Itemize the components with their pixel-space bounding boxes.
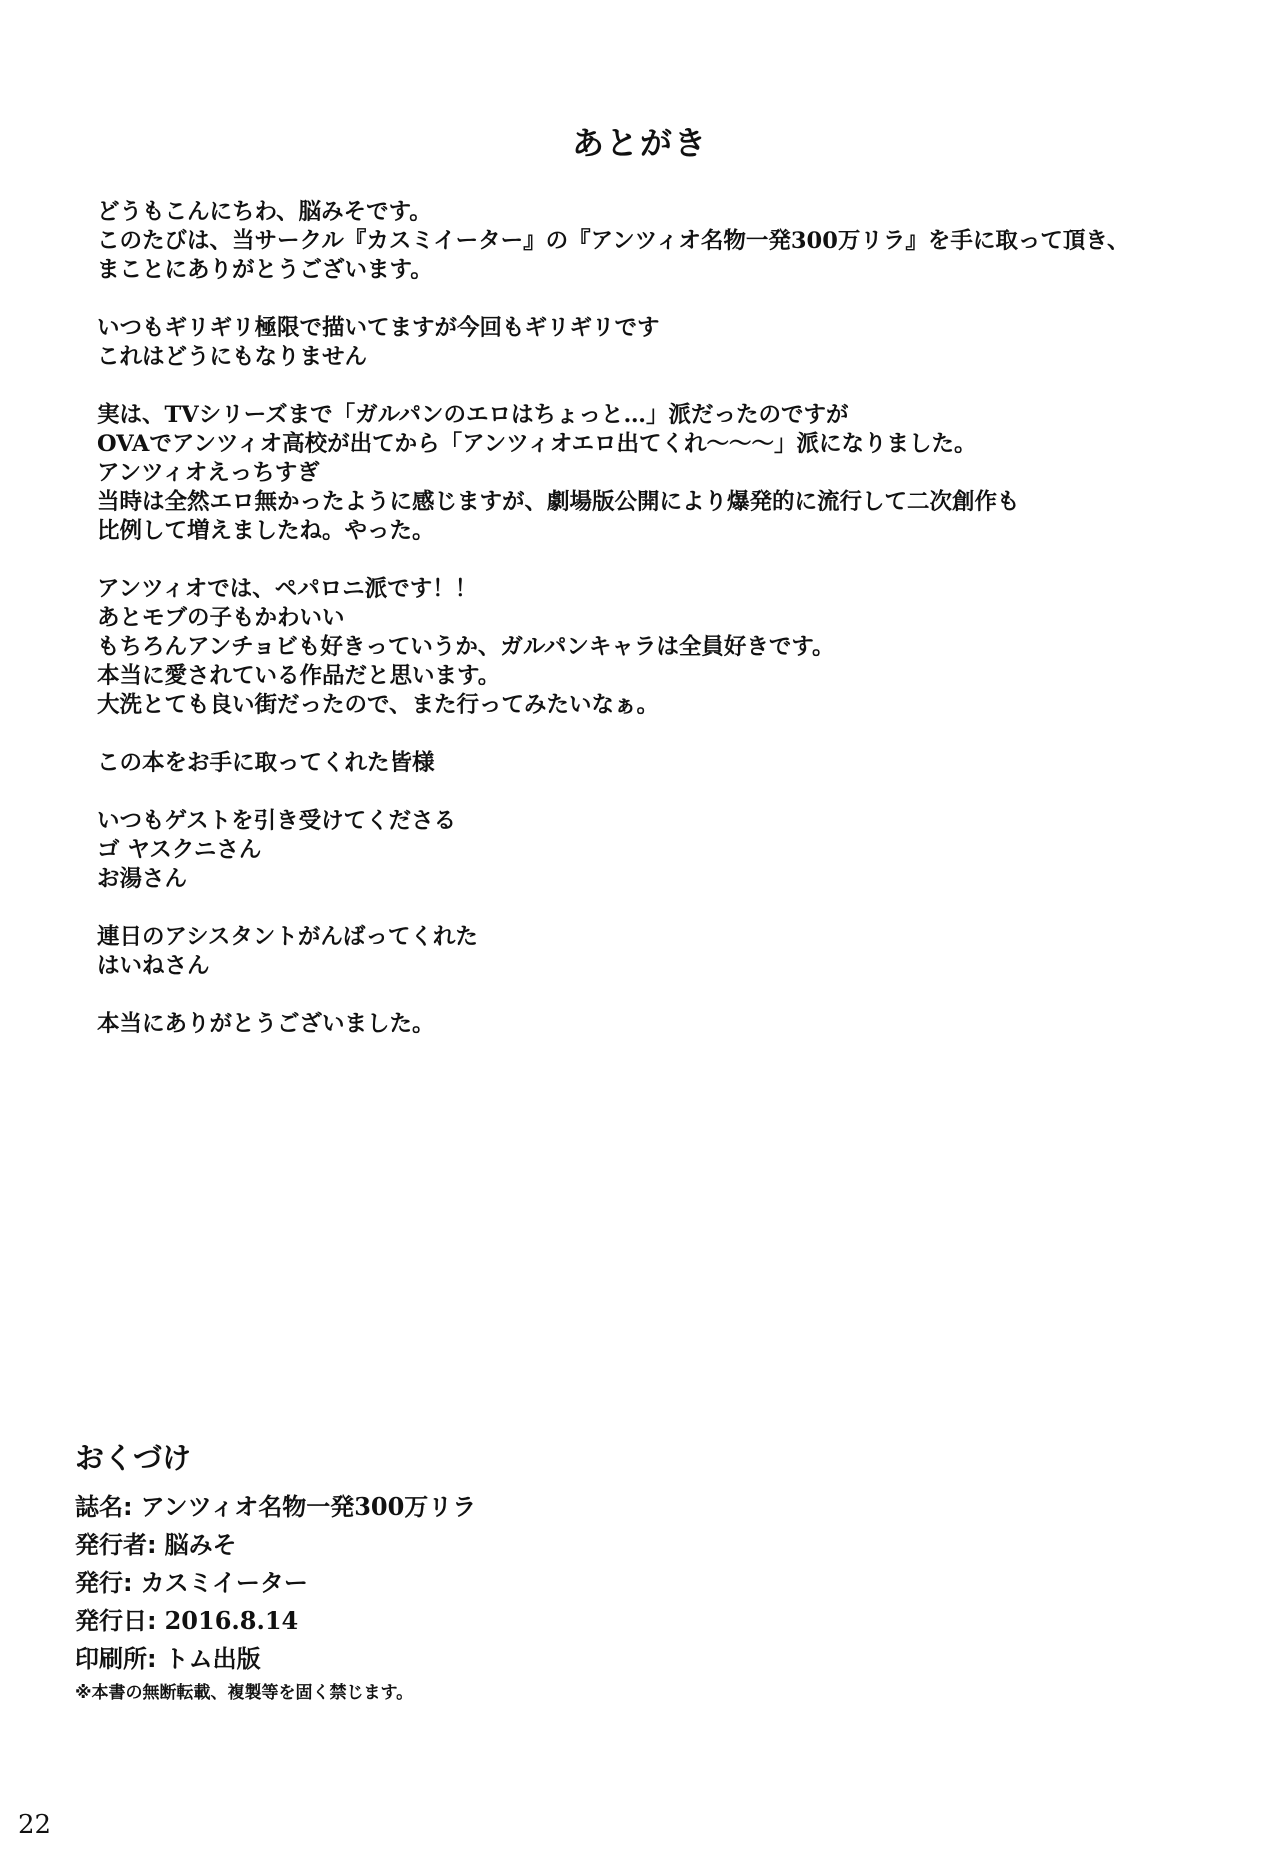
text-line: はいねさん xyxy=(97,953,210,979)
text-line: アンツィオえっちすぎ xyxy=(97,460,320,486)
text-line: 実は、TVシリーズまで「ガルパンのエロはちょっと…」派だったのですが xyxy=(97,402,849,428)
afterword-body xyxy=(97,198,1197,1068)
paragraph xyxy=(97,923,1197,981)
text-line: お湯さん xyxy=(97,866,188,892)
paragraph xyxy=(97,807,1197,894)
text-line: OVAでアンツィオ高校が出てから「アンツィオエロ出てくれ〜〜〜」派になりました。 xyxy=(97,431,977,457)
text-line: あとモブの子もかわいい xyxy=(97,605,345,631)
paragraph xyxy=(97,314,1197,372)
colophon-label: 発行: xyxy=(75,1569,133,1597)
text-line: アンツィオでは、ペパロニ派です！！ xyxy=(97,576,478,602)
text-line: ゴ ヤスクニさん xyxy=(97,837,262,863)
paragraph xyxy=(97,749,1197,778)
colophon-row-circle xyxy=(75,1564,975,1602)
paragraph xyxy=(97,1010,1197,1039)
colophon-row-date xyxy=(75,1602,975,1640)
colophon-label: 印刷所: xyxy=(75,1645,157,1673)
paragraph xyxy=(97,198,1197,285)
colophon-row-printer xyxy=(75,1640,975,1678)
text-line: この本をお手に取ってくれた皆様 xyxy=(97,750,435,776)
text-line: いつもゲストを引き受けてくださる xyxy=(97,808,457,834)
text-line: 大洗とても良い街だったので、また行ってみたいなぁ。 xyxy=(97,692,660,718)
copyright-notice: ※本書の無断転載、複製等を固く禁じます。 xyxy=(75,1683,414,1703)
colophon-label: 誌名: xyxy=(75,1493,133,1521)
text-line: どうもこんにちわ、脳みそです。 xyxy=(97,199,432,225)
colophon-title: おくづけ xyxy=(75,1441,192,1475)
colophon-value: カスミイーター xyxy=(140,1568,308,1597)
text-line: 当時は全然エロ無かったように感じますが、劇場版公開により爆発的に流行して二次創作も xyxy=(97,489,1020,515)
colophon-label: 発行者: xyxy=(75,1531,157,1559)
colophon-value: 2016.8.14 xyxy=(164,1606,299,1635)
text-line: いつもギリギリ極限で描いてますが今回もギリギリです xyxy=(97,315,660,341)
text-line: 連日のアシスタントがんばってくれた xyxy=(97,924,478,950)
colophon-row-publisher xyxy=(75,1526,975,1564)
colophon-label: 発行日: xyxy=(75,1607,157,1635)
colophon xyxy=(75,1440,975,1706)
text-line: もちろんアンチョビも好きっていうか、ガルパンキャラは全員好きです。 xyxy=(97,634,835,660)
text-line: これはどうにもなりません xyxy=(97,344,368,370)
text-line: 比例して増えましたね。やった。 xyxy=(97,518,435,544)
text-line: このたびは、当サークル『カスミイーター』の『アンツィオ名物一発300万リラ』を手に取って頂き、 xyxy=(97,228,1130,254)
page-title: あとがき xyxy=(571,124,708,162)
paragraph xyxy=(97,401,1197,546)
colophon-value: アンツィオ名物一発300万リラ xyxy=(140,1492,477,1521)
colophon-value: 脳みそ xyxy=(164,1530,237,1559)
page-number: 22 xyxy=(18,1810,52,1840)
colophon-row-title xyxy=(75,1488,975,1526)
colophon-value: トム出版 xyxy=(164,1644,261,1673)
text-line: 本当に愛されている作品だと思います。 xyxy=(97,663,501,689)
text-line: まことにありがとうございます。 xyxy=(97,257,433,283)
paragraph xyxy=(97,575,1197,720)
text-line: 本当にありがとうございました。 xyxy=(97,1011,435,1037)
